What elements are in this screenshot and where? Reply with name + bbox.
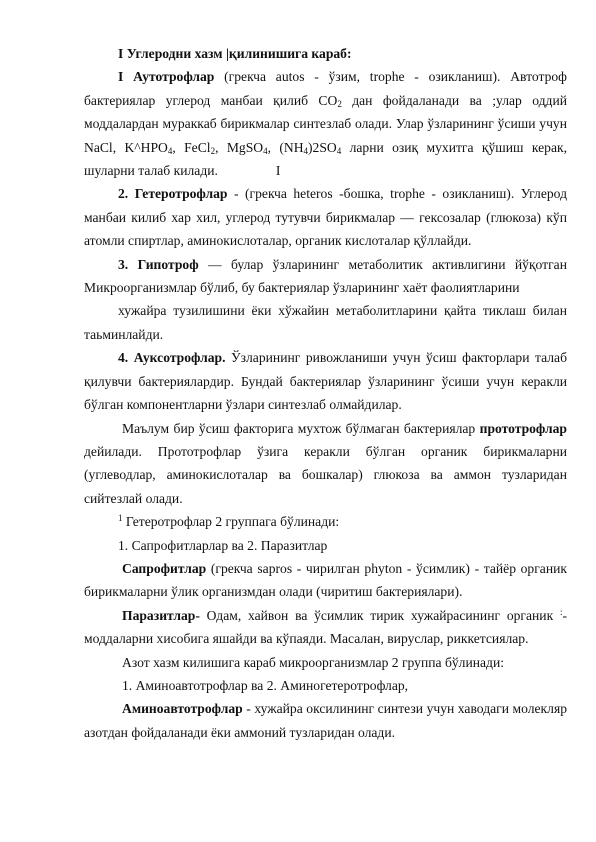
- paragraph-heterotroph: 2. Гетеротрофлар - (грекча heteros -бошка, trophe - озикланиш). Углерод манбаи килиб хар хил, углерод тутувчи бирикмалар — гексозалар (глюкоза) кўп атомли спиртлар, аминокислоталар, органик кислоталар қўллайди.: [84, 186, 567, 249]
- term-saprophyte: Сапрофитлар: [122, 560, 207, 576]
- paragraph-auxotroph: 4. Ауксотрофлар. Ўзларининг ривожланиши учун ўсиш факторлари талаб қилувчи бактериялардир. Бундай бактериялар ўзларининг ўсиши учун керакли бўлган компонентларни ўзлари синтезлаб олмайдилар.: [84, 350, 568, 413]
- term-hypotroph: 3. Гипотроф: [118, 256, 199, 272]
- term-parasite: Паразитлар-: [122, 607, 200, 623]
- term-autotroph: I Аутотрофлар: [118, 69, 215, 85]
- paragraph-aminoautotroph: Аминоавтотрофлар - хужайра оксилининг синтези учун хаводаги молекляр азотдан фойдаланади ёки аммоний тузларидан олади.: [84, 701, 567, 740]
- paragraph-prototroph: Маълум бир ўсиш факторига мухтож бўлмаган бактериялар прототрофлар дейилади. Прототрофлар ўзига керакли бўлган органик бирикмаларни (углеводлар, аминокислоталар ва бошкалар) глюкоза ва аммон тузларидан сийтезлай олади.: [84, 420, 567, 506]
- term-prototroph: прототрофлар: [479, 420, 567, 436]
- paragraph-hypotroph-cont: хужайра тузилишини ёки хўжайин метаболитларини қайта тиклаш билан таьминлайди.: [84, 303, 567, 342]
- note-heterotroph-groups: $^1$ Гетеротрофлар 2 группага бўлинади:: [118, 513, 340, 530]
- term-heterotroph: 2. Гетеротрофлар: [118, 186, 228, 202]
- paragraph-nitrogen-groups: Азот хазм килишига караб микроорганизмлар 2 группа бўлинади:: [122, 654, 504, 670]
- document-body: [84, 42, 567, 744]
- list-nitrogen-groups: 1. Аминоавтотрофлар ва 2. Аминогетеротрофлар,: [122, 677, 409, 693]
- term-aminoautotroph: Аминоавтотрофлар: [122, 701, 243, 717]
- paragraph-saprophyte: Сапрофитлар (грекча sapros - чирилган phyton - ўсимлик) - тайёр органик бирикмаларни ўлик организмдан олади (чиритиш бактериялари).: [84, 560, 567, 600]
- paragraph-hypotroph: 3. Гипотроф — булар ўзларининг метаболитик активлигини йўқотган Микроорганизмлар бўлиб, бу бактериялар ўзларининг хаёт фаолиятларини: [84, 256, 567, 296]
- paragraph-parasite: Паразитлар- Одам, хайвон ва ўсимлик тирик хужайрасининг органик :-моддаларни хисобига яшайди ва кўпаяди. Масалан, вируслар, риккетсиялар.: [84, 606, 567, 647]
- list-heterotroph-groups: 1. Сапрофитларлар ва 2. Паразитлар: [118, 537, 328, 553]
- paragraph-autotroph: I Аутотрофлар (грекча autos - ўзим, trophe - озикланиш). Автотроф бактериялар углерод манбаи қилиб $СО_2$ дан фойдаланади ва ;улар оддий моддалардан мураккаб бирикмалар синтезлаб олади. Улар ўзларининг ўсиши учун NaCl, $K\^{}HPO_4$, FeCl$_2$, MgSO$_4$, $(NH_4)2SO_4$ ларни озиқ мухитга қўшиш керак, шуларни талаб килади. I: [84, 69, 568, 179]
- term-auxotroph: 4. Ауксотрофлар.: [118, 350, 226, 366]
- section-heading: I Углеродни хазм |қилинишига караб:: [118, 46, 352, 61]
